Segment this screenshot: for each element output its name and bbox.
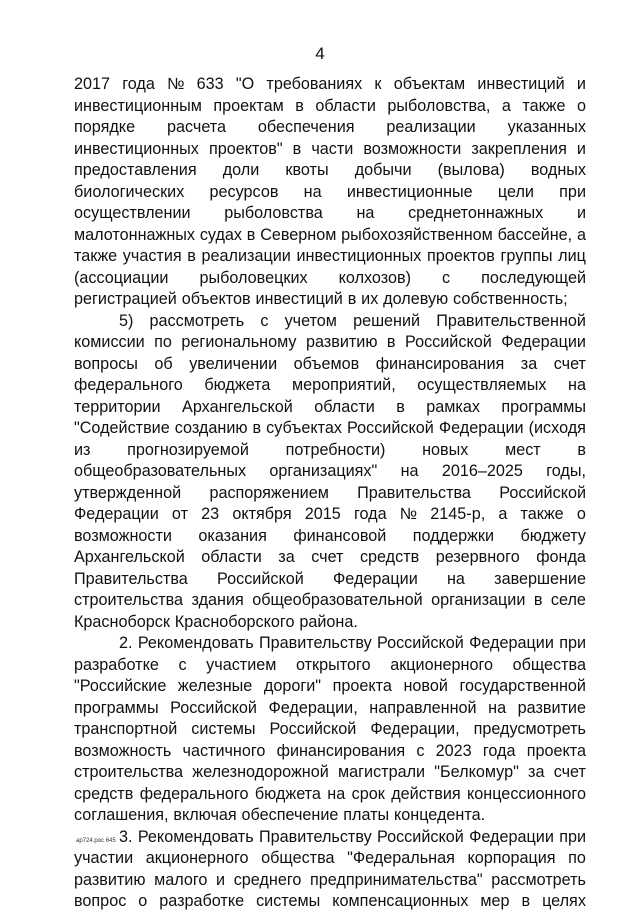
text-line bbox=[74, 74, 586, 96]
word: осуществлении bbox=[74, 204, 191, 222]
word: созданию bbox=[174, 419, 248, 437]
word: "Федеральная bbox=[347, 849, 455, 867]
word: добычи bbox=[354, 161, 412, 179]
word: организациях" bbox=[269, 462, 378, 480]
text-line bbox=[74, 332, 586, 354]
word: системы bbox=[191, 720, 256, 738]
word: с bbox=[178, 655, 187, 674]
text-line bbox=[74, 483, 586, 505]
word: частичного bbox=[182, 741, 266, 760]
word: инвестиций bbox=[477, 75, 565, 93]
text-line bbox=[74, 225, 586, 247]
text-line bbox=[74, 719, 586, 741]
word: Правительству bbox=[258, 827, 372, 846]
text-line bbox=[74, 590, 586, 612]
word: корпорация bbox=[467, 849, 556, 867]
word: акционерного bbox=[390, 655, 494, 674]
word: финансирования bbox=[276, 741, 406, 760]
word: счет bbox=[553, 763, 586, 781]
footer-code: ар724.рос 645 bbox=[76, 838, 116, 844]
word: 5) bbox=[119, 311, 134, 330]
text-line bbox=[74, 870, 586, 892]
word: в bbox=[396, 397, 405, 416]
word: включая bbox=[173, 806, 237, 824]
word: долевую bbox=[383, 290, 449, 308]
text-line bbox=[74, 504, 586, 526]
word: Правительства bbox=[74, 569, 188, 588]
text-line bbox=[74, 461, 586, 483]
text-line bbox=[74, 784, 586, 806]
word: субъектах bbox=[266, 419, 342, 437]
word: здания bbox=[191, 591, 244, 609]
word: разработке bbox=[159, 892, 245, 910]
word: рыбохозяйственном bbox=[341, 225, 493, 244]
word: инвестиционные bbox=[346, 182, 473, 201]
word: целях bbox=[542, 892, 586, 910]
word: программы bbox=[501, 397, 586, 416]
word: рассмотреть bbox=[149, 311, 245, 330]
word: и bbox=[576, 139, 586, 158]
word: в bbox=[292, 139, 302, 158]
text-line bbox=[74, 676, 586, 698]
word: региональному bbox=[181, 333, 297, 351]
word: года bbox=[122, 75, 155, 93]
word: также bbox=[522, 96, 566, 115]
word: бассейне, bbox=[497, 225, 573, 244]
word: соглашения, bbox=[74, 806, 169, 824]
word: осуществляемых bbox=[417, 376, 547, 394]
word: на bbox=[568, 376, 586, 394]
word: новых bbox=[422, 440, 469, 459]
word: возможность bbox=[74, 741, 172, 760]
word: и bbox=[216, 870, 226, 889]
word: в bbox=[521, 892, 531, 910]
word: в bbox=[252, 419, 262, 437]
word: 2. bbox=[119, 634, 133, 652]
word: резервного bbox=[435, 548, 520, 566]
word: малого bbox=[154, 870, 208, 889]
word: проектам bbox=[213, 96, 284, 115]
word: инвестиционных bbox=[74, 139, 199, 158]
word: об bbox=[154, 354, 173, 373]
text-line bbox=[74, 418, 586, 440]
word: в bbox=[386, 333, 396, 351]
text-line bbox=[74, 848, 586, 870]
text-line bbox=[74, 698, 586, 720]
word: колхозов) bbox=[338, 268, 411, 287]
word: № bbox=[167, 75, 185, 93]
word: вопросы bbox=[74, 354, 138, 373]
word: мер bbox=[480, 892, 510, 910]
text-line bbox=[74, 289, 586, 311]
word: Российской bbox=[217, 569, 304, 588]
word: на bbox=[303, 182, 322, 201]
word: 2023 bbox=[435, 741, 472, 760]
word: группы bbox=[500, 247, 553, 265]
word: Архангельской bbox=[182, 397, 293, 416]
word: концессионного bbox=[467, 784, 586, 803]
word: года bbox=[482, 741, 516, 760]
text-line bbox=[74, 762, 586, 784]
word: Правительства bbox=[357, 483, 471, 502]
word: 2015 bbox=[304, 505, 341, 523]
text-line bbox=[74, 633, 586, 655]
word: в bbox=[577, 440, 586, 459]
word: Правительственной bbox=[436, 311, 586, 330]
word: реализации bbox=[201, 247, 291, 265]
word: 3. bbox=[119, 827, 133, 846]
word: Федерации bbox=[74, 505, 159, 523]
word: района. bbox=[299, 612, 358, 631]
text-line bbox=[74, 311, 586, 333]
word: строительства bbox=[74, 763, 184, 781]
word: Рекомендовать bbox=[137, 827, 254, 846]
word: разработке bbox=[74, 655, 159, 674]
word: утвержденной bbox=[74, 483, 182, 502]
word: при bbox=[559, 182, 586, 201]
paragraph bbox=[74, 74, 586, 311]
word: магистрали bbox=[337, 763, 426, 781]
word: водных bbox=[530, 161, 586, 179]
word: также bbox=[74, 247, 118, 265]
word: Федерации bbox=[501, 333, 586, 351]
word: участия bbox=[122, 247, 182, 265]
word: прогнозируемой bbox=[127, 440, 249, 459]
word: на bbox=[488, 698, 507, 717]
text-line bbox=[74, 526, 586, 548]
word: предоставления bbox=[74, 161, 197, 179]
word: также bbox=[520, 505, 564, 523]
word: собственность; bbox=[453, 290, 568, 308]
word: участии bbox=[74, 849, 134, 867]
word: направленной bbox=[369, 698, 477, 717]
word: возможности bbox=[363, 139, 462, 158]
word: октября bbox=[232, 505, 292, 523]
word: Российской bbox=[170, 698, 257, 717]
word: Российской bbox=[269, 720, 357, 738]
word: концедента. bbox=[394, 806, 486, 824]
word: указанных bbox=[507, 118, 586, 136]
text-line bbox=[74, 805, 586, 827]
word: среднего bbox=[233, 870, 302, 889]
word: среднетоннажных bbox=[408, 204, 544, 222]
word: акционерного bbox=[145, 849, 249, 867]
word: предпринимательства" bbox=[309, 870, 483, 889]
word: в bbox=[295, 96, 304, 115]
word: квоты bbox=[285, 161, 329, 179]
word: Российской bbox=[499, 483, 586, 502]
word: программы bbox=[74, 698, 159, 717]
word: доли bbox=[222, 161, 260, 179]
word: требованиях bbox=[266, 75, 363, 93]
word: государственной bbox=[459, 677, 586, 695]
word: о bbox=[576, 96, 586, 115]
word: на bbox=[400, 462, 419, 480]
word: и bbox=[576, 75, 586, 93]
word: (вылова) bbox=[437, 161, 505, 179]
word: Российской bbox=[377, 827, 464, 846]
word: предусмотреть bbox=[473, 720, 586, 738]
word: действия bbox=[391, 784, 461, 803]
word: решений bbox=[353, 311, 421, 330]
text-line bbox=[74, 246, 586, 268]
word: рыболовецких bbox=[199, 268, 308, 287]
word: с bbox=[260, 311, 269, 330]
word: общеобразовательной bbox=[252, 591, 423, 609]
word: с bbox=[416, 741, 425, 760]
word: закрепления bbox=[471, 139, 567, 158]
word: Федерации, bbox=[268, 698, 358, 717]
word: регистрацией bbox=[74, 290, 177, 308]
word: учетом bbox=[284, 311, 337, 330]
word: за bbox=[278, 548, 295, 566]
word: № bbox=[399, 505, 418, 523]
word: Федерации bbox=[333, 569, 418, 588]
word: "О bbox=[235, 75, 255, 93]
word: 23 bbox=[201, 505, 220, 523]
text-line bbox=[74, 440, 586, 462]
word: реализации bbox=[386, 118, 476, 136]
word: инвестиционным bbox=[74, 96, 202, 115]
text-line bbox=[74, 160, 586, 182]
word: Федерации bbox=[469, 827, 554, 846]
word: фонда bbox=[536, 548, 586, 566]
word: срок bbox=[351, 784, 385, 803]
word: Российской bbox=[404, 333, 492, 351]
word: рыболовства, bbox=[387, 96, 491, 115]
word: 633 bbox=[196, 75, 224, 93]
word: объектам bbox=[393, 75, 466, 93]
word: малотоннажных bbox=[74, 225, 196, 244]
paragraph bbox=[74, 633, 586, 827]
word: с bbox=[442, 268, 451, 287]
word: области bbox=[201, 548, 262, 566]
text-line bbox=[74, 375, 586, 397]
word: федерального bbox=[139, 784, 249, 803]
word: развитие bbox=[517, 698, 586, 717]
word: Федерации, bbox=[370, 720, 460, 738]
word: объектов bbox=[181, 290, 251, 308]
word: новой bbox=[403, 677, 448, 695]
word: общеобразовательных bbox=[74, 462, 247, 480]
word: на bbox=[446, 569, 465, 588]
text-line bbox=[74, 547, 586, 569]
word: проектов" bbox=[208, 139, 283, 158]
word: ресурсов bbox=[209, 182, 279, 201]
word: области bbox=[314, 397, 375, 416]
text-line bbox=[74, 655, 586, 677]
paragraph bbox=[74, 827, 586, 913]
word: судах bbox=[199, 225, 243, 244]
word: дороги" bbox=[263, 677, 322, 695]
word: средств bbox=[359, 548, 420, 566]
word: порядке bbox=[74, 118, 136, 136]
word: Северном bbox=[260, 225, 337, 244]
paragraph bbox=[74, 311, 586, 634]
word: "Российские bbox=[74, 677, 167, 695]
word: развитию bbox=[74, 870, 146, 889]
word: цели bbox=[497, 182, 534, 201]
word: Архангельской bbox=[74, 548, 185, 566]
word: Федерации bbox=[438, 419, 524, 437]
word: завершение bbox=[494, 569, 586, 588]
word: за bbox=[528, 763, 545, 781]
word: объемов bbox=[293, 354, 360, 373]
word: "Содействие bbox=[74, 419, 170, 437]
word: увеличении bbox=[189, 354, 278, 373]
word: открытого bbox=[296, 655, 371, 674]
text-line bbox=[74, 182, 586, 204]
word: развитию bbox=[305, 333, 378, 351]
text-line bbox=[74, 117, 586, 139]
word: области bbox=[315, 96, 376, 115]
word: бюджету bbox=[520, 526, 586, 545]
word: от bbox=[171, 505, 188, 523]
word: бюджета bbox=[204, 376, 271, 394]
word: в bbox=[187, 247, 196, 265]
word: территории bbox=[74, 397, 161, 416]
word: о bbox=[138, 892, 148, 910]
word: участием bbox=[206, 655, 277, 674]
word: при bbox=[559, 634, 586, 652]
word: платы bbox=[343, 806, 390, 824]
word: проектов bbox=[427, 247, 495, 265]
word: финансовой bbox=[293, 526, 387, 545]
word: рамках bbox=[426, 397, 480, 416]
word: Российской bbox=[377, 634, 464, 652]
document-body bbox=[74, 74, 586, 913]
word: (исходя bbox=[528, 419, 586, 437]
word: по bbox=[568, 849, 586, 867]
text-line bbox=[74, 96, 586, 118]
word: последующей bbox=[481, 268, 586, 287]
word: а bbox=[498, 505, 508, 523]
word: биологических bbox=[74, 182, 185, 201]
text-line bbox=[74, 569, 586, 591]
word: поддержки bbox=[412, 526, 495, 545]
word: селе bbox=[550, 591, 586, 609]
word: из bbox=[74, 440, 91, 459]
word: инвестиций bbox=[255, 290, 343, 308]
word: года bbox=[353, 505, 387, 523]
text-line bbox=[74, 354, 586, 376]
word: о bbox=[576, 505, 586, 523]
text-line bbox=[74, 827, 586, 849]
word: комиссии bbox=[74, 333, 145, 351]
word: проекта bbox=[332, 677, 392, 695]
word: проекта bbox=[526, 741, 586, 760]
word: строительства bbox=[74, 591, 184, 609]
word: системы bbox=[256, 892, 321, 910]
word: а bbox=[576, 225, 586, 244]
word: обеспечение bbox=[241, 806, 339, 824]
word: за bbox=[520, 354, 538, 373]
text-line bbox=[74, 741, 586, 763]
page-number: 4 bbox=[315, 44, 325, 63]
word: общества bbox=[261, 849, 335, 867]
text-line bbox=[74, 203, 586, 225]
word: рыболовства bbox=[224, 204, 323, 222]
text-line bbox=[74, 268, 586, 290]
word: оказания bbox=[198, 526, 267, 545]
word: расчета bbox=[166, 118, 227, 136]
word: вопрос bbox=[74, 892, 127, 910]
word: в bbox=[347, 290, 357, 308]
word: федерального bbox=[74, 376, 183, 394]
word: обеспечения bbox=[257, 118, 355, 136]
text-line bbox=[74, 612, 586, 634]
word: 2016–2025 bbox=[441, 462, 523, 480]
word: финансирования bbox=[375, 354, 505, 373]
word: Федерации bbox=[469, 634, 554, 652]
word: на bbox=[327, 784, 346, 803]
word: рассмотреть bbox=[491, 870, 586, 889]
word: счет bbox=[311, 548, 344, 566]
word: Красноборск bbox=[74, 612, 170, 631]
word: "Белкомур" bbox=[434, 763, 519, 781]
word: 2145-р, bbox=[430, 505, 486, 523]
word: (ассоциации bbox=[74, 268, 169, 287]
word: железные bbox=[177, 677, 253, 695]
word: в bbox=[533, 591, 543, 609]
word: 2017 bbox=[74, 75, 111, 93]
word: общества bbox=[512, 655, 586, 674]
word: по bbox=[154, 333, 172, 351]
word: а bbox=[501, 96, 511, 115]
word: Красноборского bbox=[174, 612, 295, 631]
word: возможности bbox=[74, 526, 172, 545]
word: годы, bbox=[546, 462, 586, 480]
word: организации bbox=[431, 591, 526, 609]
word: их bbox=[361, 290, 379, 308]
word: лиц bbox=[558, 247, 586, 265]
text-line bbox=[74, 397, 586, 419]
word: железнодорожной bbox=[192, 763, 329, 781]
word: Рекомендовать bbox=[137, 634, 254, 652]
text-line bbox=[74, 139, 586, 161]
word: потребности) bbox=[285, 440, 386, 459]
word: Правительству bbox=[258, 634, 372, 652]
word: при bbox=[559, 827, 586, 846]
word: транспортной bbox=[74, 720, 178, 738]
word: мероприятий, bbox=[291, 376, 396, 394]
word: к bbox=[374, 75, 382, 93]
word: Российской bbox=[347, 419, 434, 437]
word: распоряжением bbox=[209, 483, 329, 502]
word: бюджета bbox=[254, 784, 321, 803]
word: мест bbox=[505, 440, 541, 459]
word: части bbox=[311, 139, 354, 158]
text-line bbox=[74, 891, 586, 913]
word: в bbox=[246, 225, 256, 244]
word: средств bbox=[74, 784, 134, 803]
word: на bbox=[356, 204, 375, 222]
word: инвестиционных bbox=[296, 247, 422, 265]
word: счет bbox=[553, 354, 586, 373]
word: компенсационных bbox=[332, 892, 469, 910]
word: и bbox=[576, 204, 586, 222]
